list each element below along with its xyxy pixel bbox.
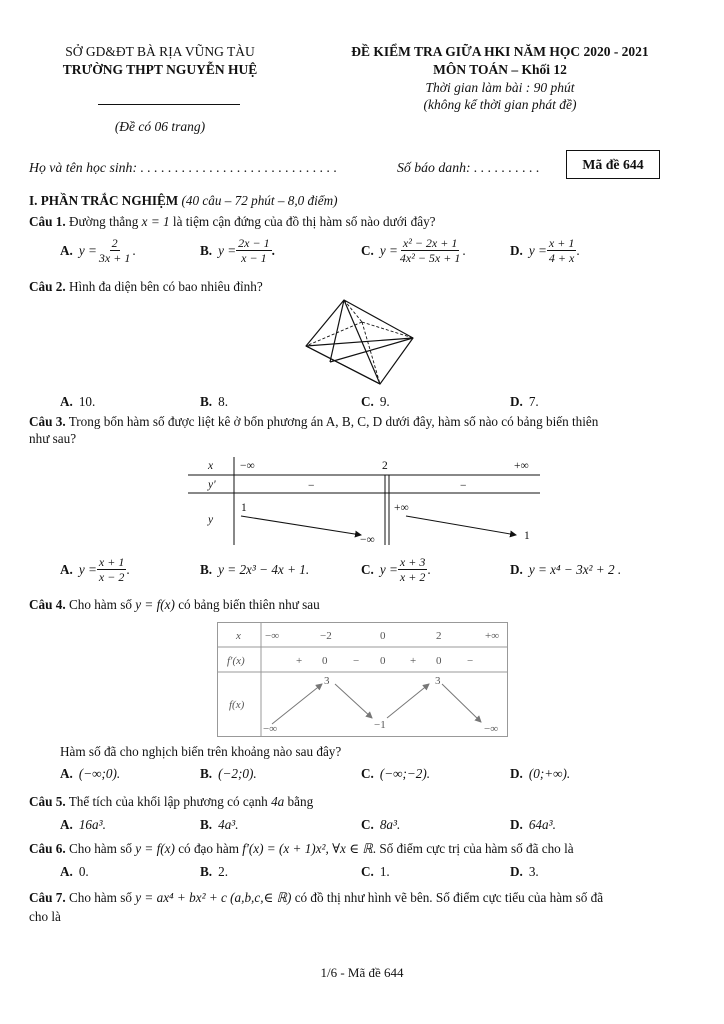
question-2: [29, 279, 699, 295]
q4-option-b[interactable]: [200, 766, 257, 782]
q2-option-b[interactable]: [200, 394, 228, 410]
option-label: A.: [60, 864, 73, 879]
question-text: Cho hàm số: [68, 597, 132, 612]
header-divider: [98, 104, 240, 105]
variation-table-q4: [217, 622, 509, 738]
math-expr: y =: [78, 242, 97, 258]
fraction: [398, 555, 427, 584]
option-label: D.: [510, 766, 523, 781]
option-value: 16a³.: [78, 817, 106, 832]
row-label-fp: f′(x): [227, 655, 245, 667]
q4-option-a[interactable]: [60, 766, 120, 782]
option-label: D.: [510, 394, 523, 409]
math-expr: x = 1: [141, 214, 170, 229]
punct: .: [126, 561, 130, 577]
math-expr: y = f(x): [135, 841, 175, 856]
denominator: 4 + x: [548, 251, 575, 265]
math-expr: y =: [218, 242, 237, 258]
math-expr: y =: [78, 561, 97, 577]
question-number: Câu 7.: [29, 890, 66, 905]
q5-option-a[interactable]: [60, 817, 106, 833]
row-label-y: y: [208, 514, 214, 526]
option-label: A.: [60, 817, 73, 832]
x-value: 0: [380, 630, 386, 642]
exam-time: Thời gian làm bài : 90 phút: [425, 80, 575, 95]
numerator: x + 3: [399, 555, 426, 569]
q2-option-d[interactable]: [510, 394, 539, 410]
page-count: (Đề có 06 trang): [114, 119, 206, 134]
fraction: [398, 236, 462, 265]
q3-option-b[interactable]: [200, 562, 309, 578]
y-value: 1: [241, 502, 247, 514]
question-text: Trong bốn hàm số được liệt kê ở bốn phương án A, B, C, D dưới đây, hàm số nào có bảng biến thiên: [68, 414, 599, 429]
row-label-f: f(x): [229, 699, 245, 711]
option-label: D.: [510, 817, 523, 832]
option-label: C.: [361, 394, 374, 409]
numerator: 2: [111, 236, 118, 250]
option-label: B.: [200, 394, 213, 409]
row-label-x: x: [236, 630, 241, 642]
y-value: 1: [524, 530, 530, 542]
question-text: có đạo hàm: [178, 841, 239, 856]
fraction: [97, 555, 126, 584]
section-note: (40 câu – 72 phút – 8,0 điểm): [181, 193, 338, 208]
q3-option-c[interactable]: [361, 555, 431, 584]
q3-option-a[interactable]: [60, 555, 130, 584]
section-title: I. PHẦN TRẮC NGHIỆM: [29, 193, 179, 208]
x-value: 2: [382, 460, 388, 472]
option-label: D.: [510, 562, 523, 577]
x-value: −2: [320, 630, 332, 642]
option-label: A.: [60, 242, 73, 258]
x-value: −∞: [265, 630, 280, 642]
denominator: 3x + 1: [98, 251, 131, 265]
question-text: Cho hàm số: [68, 890, 132, 905]
sign: −: [467, 655, 474, 667]
f-value: −1: [374, 719, 386, 731]
question-number: Câu 3.: [29, 414, 66, 429]
row-label-x: x: [208, 460, 214, 472]
option-value: 4a³.: [218, 817, 239, 832]
option-value: y = x⁴ − 3x² + 2 .: [528, 562, 622, 577]
q1-option-d[interactable]: [510, 236, 580, 265]
exam-title: ĐỀ KIỂM TRA GIỮA HKI NĂM HỌC 2020 - 2021: [351, 44, 649, 59]
option-label: A.: [60, 394, 73, 409]
q2-option-a[interactable]: [60, 394, 95, 410]
punct: .: [271, 242, 275, 258]
q1-option-c[interactable]: [361, 236, 466, 265]
option-value: (−∞;−2).: [379, 766, 431, 781]
q6-option-c[interactable]: [361, 864, 390, 880]
question-number: Câu 4.: [29, 597, 66, 612]
option-label: B.: [200, 562, 213, 577]
subject-name: MÔN TOÁN – Khối 12: [433, 62, 567, 77]
question-text: là tiệm cận đứng của đồ thị hàm số nào dưới đây?: [172, 214, 436, 229]
numerator: 2x − 1: [238, 236, 270, 250]
question-number: Câu 2.: [29, 279, 66, 294]
question-text: Thể tích của khối lập phương có cạnh: [68, 794, 268, 809]
question-1: [29, 214, 699, 230]
question-4: [29, 597, 699, 613]
option-label: C.: [361, 817, 374, 832]
dept-name: SỞ GD&ĐT BÀ RỊA VŨNG TÀU: [65, 44, 255, 59]
school-name: TRƯỜNG THPT NGUYỄN HUỆ: [62, 62, 258, 77]
question-5: [29, 794, 699, 810]
fraction: [97, 236, 132, 265]
fraction: [547, 236, 576, 265]
option-value: (0;+∞).: [528, 766, 571, 781]
option-value: 3.: [528, 864, 539, 879]
decrease-arrow: [406, 516, 516, 535]
question-text: có đồ thị như hình vẽ bên. Số điểm cực tiểu của hàm số đã: [294, 890, 604, 905]
question-7: [29, 890, 699, 906]
q1-option-b[interactable]: [200, 236, 275, 265]
option-value: 9.: [379, 394, 390, 409]
q5-option-c[interactable]: [361, 817, 400, 833]
denominator: x − 2: [98, 570, 125, 584]
q2-option-c[interactable]: [361, 394, 390, 410]
question-3-line-2: như sau?: [29, 431, 77, 446]
math-expr: f′(x) = (x + 1)x², ∀x ∈ ℝ: [242, 841, 373, 856]
sign: +: [296, 655, 303, 667]
option-label: A.: [60, 561, 73, 577]
q1-option-a[interactable]: [60, 236, 136, 265]
option-value: 64a³.: [528, 817, 556, 832]
question-4-prompt: Hàm số đã cho nghịch biến trên khoảng nào sau đây?: [60, 744, 342, 759]
sign: 0: [436, 655, 442, 667]
numerator: x + 1: [98, 555, 125, 569]
q5-option-d[interactable]: [510, 817, 556, 833]
option-value: 7.: [528, 394, 539, 409]
numerator: x² − 2x + 1: [402, 236, 458, 250]
student-id-line: Số báo danh: . . . . . . . . . .: [397, 160, 540, 175]
question-text: Cho hàm số: [68, 841, 132, 856]
variation-table-q3: [188, 455, 542, 547]
fraction: [236, 236, 271, 265]
option-label: B.: [200, 766, 213, 781]
header-right: [300, 44, 700, 113]
question-text: bằng: [287, 794, 314, 809]
sign: −: [460, 480, 467, 492]
q4-option-c[interactable]: [361, 766, 430, 782]
q3-option-d[interactable]: [510, 562, 621, 578]
question-text: có bảng biến thiên như sau: [178, 597, 320, 612]
punct: .: [462, 242, 466, 258]
x-value: +∞: [514, 460, 529, 472]
math-expr: y = f(x): [135, 597, 175, 612]
math-expr: 4a: [271, 794, 285, 809]
f-value: 3: [435, 675, 441, 687]
numerator: x + 1: [548, 236, 575, 250]
option-label: A.: [60, 766, 73, 781]
sign: 0: [380, 655, 386, 667]
section-heading: [29, 193, 699, 209]
q5-option-b[interactable]: [200, 817, 239, 833]
x-value: +∞: [485, 630, 500, 642]
question-3: [29, 414, 699, 430]
option-value: (−∞;0).: [78, 766, 121, 781]
sign: 0: [322, 655, 328, 667]
option-value: 10.: [78, 394, 96, 409]
question-number: Câu 1.: [29, 214, 66, 229]
f-value: 3: [324, 675, 330, 687]
option-label: D.: [510, 864, 523, 879]
question-7-line-2: cho là: [29, 909, 61, 924]
option-label: C.: [361, 242, 374, 258]
punct: .: [132, 242, 136, 258]
option-value: y = 2x³ − 4x + 1.: [218, 562, 310, 577]
option-value: 8a³.: [379, 817, 401, 832]
option-value: 0.: [78, 864, 89, 879]
punct: .: [576, 242, 580, 258]
option-value: 2.: [218, 864, 228, 879]
polyhedron-figure: [300, 296, 422, 388]
q6-option-d[interactable]: [510, 864, 539, 880]
denominator: x + 2: [399, 570, 426, 584]
header-left: [40, 44, 280, 78]
option-label: C.: [361, 864, 374, 879]
math-expr: y =: [379, 242, 398, 258]
denominator: x − 1: [241, 251, 267, 265]
student-name-line: Họ và tên học sinh: . . . . . . . . . . . . . . . . . . . . . . . . . . . . .: [29, 160, 338, 175]
question-number: Câu 6.: [29, 841, 66, 856]
f-value: −∞: [484, 723, 499, 735]
option-label: B.: [200, 864, 213, 879]
sign: +: [410, 655, 417, 667]
page-footer: 1/6 - Mã đề 644: [320, 965, 404, 980]
math-expr: y = ax⁴ + bx² + c (a,b,c,∈ ℝ): [135, 890, 292, 905]
option-value: (−2;0).: [218, 766, 257, 781]
option-label: B.: [200, 242, 213, 258]
punct: .: [427, 561, 431, 577]
q6-option-b[interactable]: [200, 864, 228, 880]
option-label: C.: [361, 766, 374, 781]
y-value: +∞: [394, 502, 409, 514]
math-expr: y =: [379, 561, 398, 577]
math-expr: y =: [528, 242, 547, 258]
question-number: Câu 5.: [29, 794, 66, 809]
exam-time-note: (không kể thời gian phát đề): [423, 97, 577, 112]
option-label: B.: [200, 817, 213, 832]
y-value: −∞: [360, 534, 375, 546]
sign: −: [353, 655, 360, 667]
question-text: Đường thẳng: [68, 214, 139, 229]
exam-code-box: Mã đề 644: [566, 150, 660, 179]
option-label: C.: [361, 561, 374, 577]
sign: −: [308, 480, 315, 492]
f-value: −∞: [263, 723, 278, 735]
x-value: 2: [436, 630, 442, 642]
option-value: 8.: [218, 394, 228, 409]
q6-option-a[interactable]: [60, 864, 89, 880]
row-label-yp: y': [208, 479, 216, 491]
q4-option-d[interactable]: [510, 766, 570, 782]
option-label: D.: [510, 242, 523, 258]
option-value: 1.: [379, 864, 390, 879]
denominator: 4x² − 5x + 1: [399, 251, 461, 265]
question-text: . Số điểm cực trị của hàm số đã cho là: [372, 841, 574, 856]
question-6: [29, 841, 699, 857]
x-value: −∞: [240, 460, 255, 472]
question-text: Hình đa diện bên có bao nhiêu đỉnh?: [68, 279, 263, 294]
decrease-arrow: [241, 516, 361, 535]
